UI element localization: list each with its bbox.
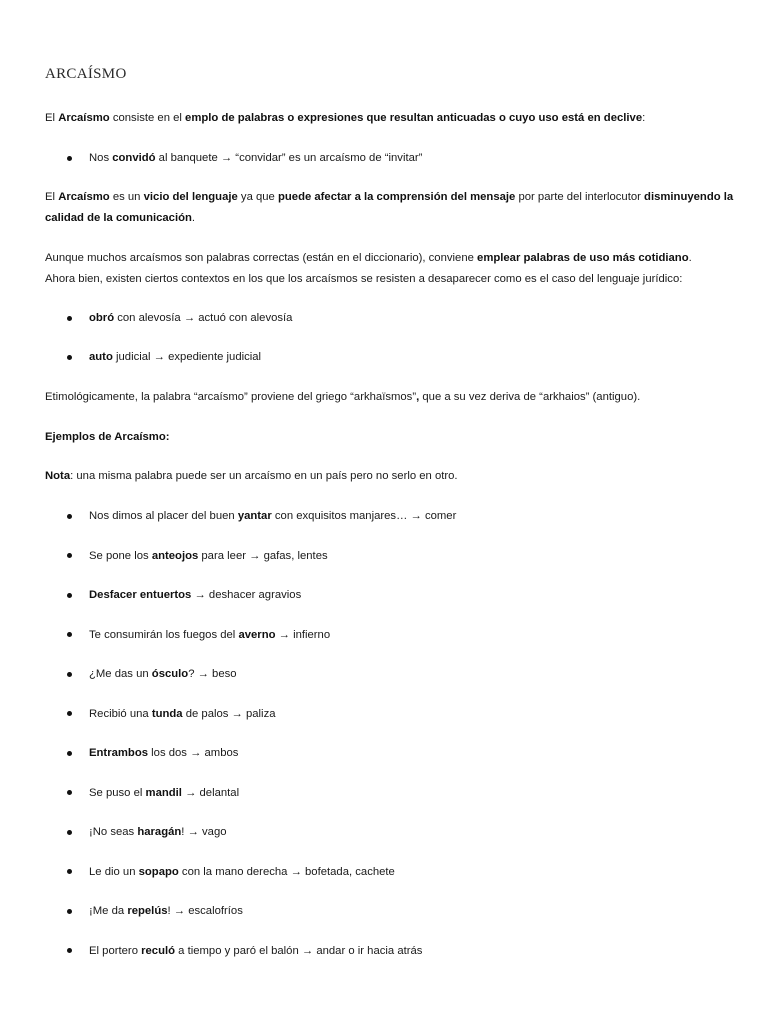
bullet-icon — [67, 672, 72, 677]
text: : — [642, 112, 646, 124]
definition-paragraph — [45, 108, 735, 129]
example-text: Recibió una tunda de palos → paliza — [89, 707, 276, 720]
bullet-icon — [67, 751, 72, 756]
text: El — [45, 112, 59, 124]
bullet-icon — [67, 355, 72, 360]
bullet-icon — [67, 790, 72, 795]
bullet-icon — [67, 593, 72, 598]
example-text: ¡Me da repelús! → escalofríos — [89, 905, 243, 917]
bullet-icon — [67, 711, 72, 716]
bold-text: Arcaísmo — [58, 112, 110, 124]
example-text: El portero reculó a tiempo y paró el balón → andar o ir hacia atrás — [89, 944, 423, 957]
bullet-icon — [67, 869, 72, 874]
bullet-icon — [67, 632, 72, 637]
example-text: Entrambos los dos → ambos — [89, 747, 239, 759]
list-item-text: Nos convidó al banquete → “convidar” es un arcaísmo de “invitar” — [89, 152, 423, 164]
example-text: Nos dimos al placer del buen yantar con exquisitos manjares… → comer — [89, 510, 457, 522]
note-paragraph: Nota: una misma palabra puede ser un arcaísmo en un país pero no serlo en otro. — [45, 470, 458, 482]
bullet-icon — [67, 909, 72, 914]
list-item-text: obró con alevosía → actuó con alevosía — [89, 312, 293, 324]
example-text: ¡No seas haragán! → vago — [89, 826, 227, 838]
bullet-icon — [67, 948, 72, 953]
page-title: ARCAÍSMO — [45, 66, 127, 82]
text: consiste en el — [109, 112, 186, 124]
usage-paragraph-line2: Ahora bien, existen ciertos contextos en los que los arcaísmos se resisten a desaparecer como es el caso del lenguaje jurídico: — [45, 273, 683, 285]
bullet-icon — [67, 316, 72, 321]
example-text: Se pone los anteojos para leer → gafas, lentes — [89, 549, 328, 562]
vice-paragraph: El Arcaísmo es un vicio del lenguaje ya que puede afectar a la comprensión del mensaje por parte del interlocutor disminuyendo la calidad de la comunicación. — [45, 191, 734, 224]
example-text: Desfacer entuertos → deshacer agravios — [89, 589, 302, 601]
bold-text: emplo de palabras o expresiones que resultan anticuadas o cuyo uso está en declive — [185, 112, 643, 124]
example-text: Te consumirán los fuegos del averno → infierno — [89, 628, 331, 641]
examples-heading: Ejemplos de Arcaísmo: — [45, 431, 170, 443]
bullet-icon — [67, 830, 72, 835]
bullet-icon — [67, 156, 72, 161]
usage-paragraph: Aunque muchos arcaísmos son palabras correctas (están en el diccionario), conviene emplear palabras de uso más cotidiano. Ahora bien, existen ciertos contextos en los que los arcaísmos se resisten a desaparecer como es el caso del lenguaje jurídico: — [45, 252, 692, 285]
etymology-paragraph: Etimológicamente, la palabra “arcaísmo” proviene del griego “arkhaïsmos”, que a su vez deriva de “arkhaios” (antiguo). — [45, 391, 641, 403]
example-text: Le dio un sopapo con la mano derecha → bofetada, cachete — [89, 865, 395, 878]
bullet-icon — [67, 514, 72, 519]
list-item-text: auto judicial → expediente judicial — [89, 351, 262, 363]
example-text: ¿Me das un ósculo? → beso — [89, 668, 237, 680]
bullet-icon — [67, 553, 72, 558]
example-text: Se puso el mandil → delantal — [89, 786, 240, 799]
